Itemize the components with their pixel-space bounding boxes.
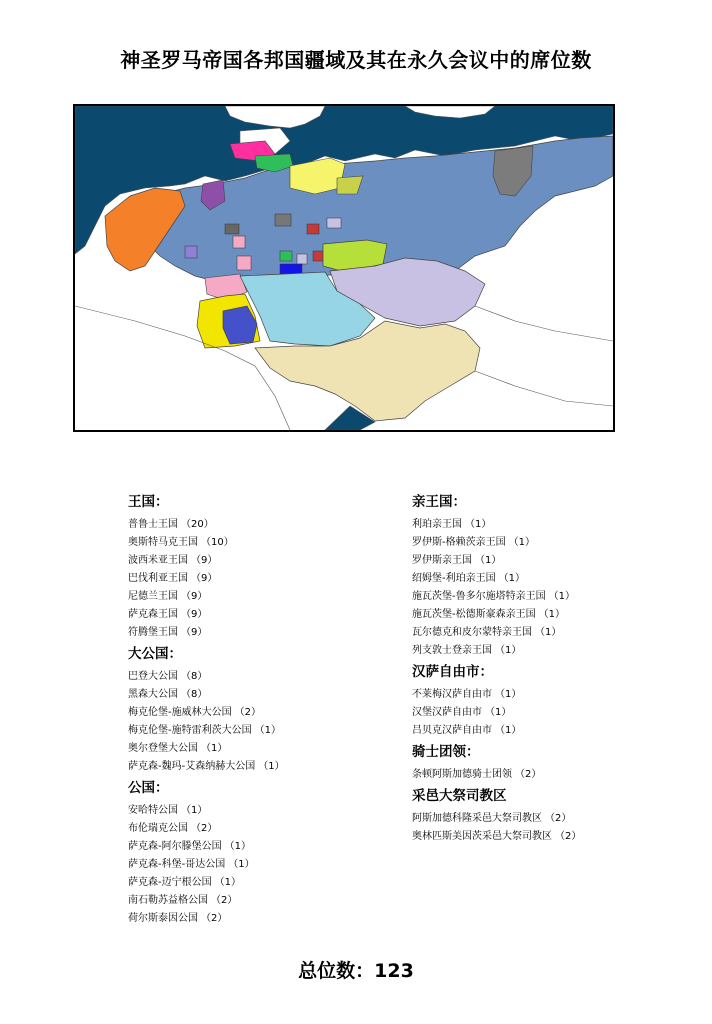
legend-entry bbox=[412, 516, 712, 534]
state-name: 萨克森王国 bbox=[128, 609, 178, 620]
legend-group bbox=[128, 644, 428, 776]
seat-count: （9） bbox=[181, 609, 208, 620]
legend-entry bbox=[412, 570, 712, 588]
legend-entry bbox=[128, 910, 428, 928]
legend-group bbox=[128, 778, 428, 928]
state-name: 尼德兰王国 bbox=[128, 591, 178, 602]
seat-count: （1） bbox=[538, 609, 565, 620]
state-name: 施瓦茨堡-松德斯豪森亲王国 bbox=[412, 609, 536, 620]
state-name: 罗伊斯-格赖茨亲王国 bbox=[412, 537, 506, 548]
state-name: 奥尔登堡大公国 bbox=[128, 743, 198, 754]
seat-count: （9） bbox=[181, 591, 208, 602]
state-name: 绍姆堡-利珀亲王国 bbox=[412, 573, 496, 584]
legend-group bbox=[412, 662, 712, 740]
seat-count: （1） bbox=[495, 645, 522, 656]
seat-count: （9） bbox=[191, 555, 218, 566]
state-name: 巴登大公国 bbox=[128, 671, 178, 682]
seat-count: （1） bbox=[475, 555, 502, 566]
legend-entry bbox=[128, 722, 428, 740]
legend-group-heading: 大公国： bbox=[128, 646, 182, 662]
state-name: 奥林匹斯美因茨采邑大祭司教区 bbox=[412, 831, 552, 842]
seat-count: （1） bbox=[224, 841, 251, 852]
state-name: 罗伊斯亲王国 bbox=[412, 555, 472, 566]
state-name: 萨克森-阿尔滕堡公国 bbox=[128, 841, 222, 852]
state-name: 巴伐利亚王国 bbox=[128, 573, 188, 584]
legend-left-column bbox=[128, 492, 428, 930]
legend-entry bbox=[128, 740, 428, 758]
state-name: 安哈特公国 bbox=[128, 805, 178, 816]
state-name: 梅克伦堡-施威林大公国 bbox=[128, 707, 232, 718]
seat-count: （1） bbox=[495, 725, 522, 736]
legend-entry bbox=[128, 874, 428, 892]
legend-entry bbox=[412, 704, 712, 722]
state-name: 汉堡汉萨自由市 bbox=[412, 707, 482, 718]
legend-right-column bbox=[412, 492, 712, 848]
legend-group bbox=[412, 492, 712, 660]
legend-group bbox=[412, 742, 712, 784]
legend-entry bbox=[128, 820, 428, 838]
legend-entry bbox=[128, 570, 428, 588]
seat-count: （20） bbox=[181, 519, 214, 530]
seat-count: （1） bbox=[485, 707, 512, 718]
seat-count: （1） bbox=[495, 689, 522, 700]
legend-group-heading: 王国： bbox=[128, 494, 169, 510]
state-name: 施瓦茨堡-鲁多尔施塔特亲王国 bbox=[412, 591, 546, 602]
legend-entry bbox=[412, 534, 712, 552]
legend-entry bbox=[412, 686, 712, 704]
legend-group bbox=[412, 786, 712, 846]
state-name: 黑森大公国 bbox=[128, 689, 178, 700]
seat-count: （2） bbox=[545, 813, 572, 824]
seat-count: （1） bbox=[214, 877, 241, 888]
legend-entry bbox=[128, 534, 428, 552]
seat-count: （1） bbox=[508, 537, 535, 548]
legend-group-heading: 采邑大祭司教区 bbox=[412, 788, 507, 804]
seat-count: （1） bbox=[181, 805, 208, 816]
seat-count: （10） bbox=[201, 537, 234, 548]
legend-entry bbox=[128, 802, 428, 820]
seat-count: （1） bbox=[254, 725, 281, 736]
legend-entry bbox=[412, 624, 712, 642]
legend-group-heading: 骑士团领： bbox=[412, 744, 480, 760]
legend-group-heading: 亲王国： bbox=[412, 494, 466, 510]
state-name: 波西米亚王国 bbox=[128, 555, 188, 566]
state-name: 萨克森-迈宁根公国 bbox=[128, 877, 212, 888]
state-name: 瓦尔德克和皮尔蒙特亲王国 bbox=[412, 627, 532, 638]
legend-entry bbox=[128, 668, 428, 686]
legend-entry bbox=[412, 766, 712, 784]
legend-entry bbox=[128, 686, 428, 704]
state-name: 萨克森-魏玛-艾森纳赫大公国 bbox=[128, 761, 256, 772]
state-name: 梅克伦堡-施特雷利茨大公国 bbox=[128, 725, 252, 736]
seat-count: （2） bbox=[211, 895, 238, 906]
seat-count: （2） bbox=[555, 831, 582, 842]
legend-entry bbox=[412, 722, 712, 740]
legend-entry bbox=[412, 810, 712, 828]
legend-group-heading: 公国： bbox=[128, 780, 169, 796]
seat-count: （1） bbox=[535, 627, 562, 638]
legend-entry bbox=[128, 758, 428, 776]
seat-count: （1） bbox=[228, 859, 255, 870]
seat-count: （1） bbox=[465, 519, 492, 530]
legend-entry bbox=[128, 892, 428, 910]
state-name: 荷尔斯泰因公国 bbox=[128, 913, 198, 924]
legend-entry bbox=[412, 642, 712, 660]
state-name: 条顿阿斯加德骑士团领 bbox=[412, 769, 512, 780]
legend-entry bbox=[128, 588, 428, 606]
seat-count: （9） bbox=[181, 627, 208, 638]
seat-count: （2） bbox=[515, 769, 542, 780]
legend-entry bbox=[412, 606, 712, 624]
legend-entry bbox=[412, 588, 712, 606]
legend-entry bbox=[128, 606, 428, 624]
state-name: 利珀亲王国 bbox=[412, 519, 462, 530]
legend-entry bbox=[128, 838, 428, 856]
seat-count: （9） bbox=[191, 573, 218, 584]
state-name: 布伦瑞克公国 bbox=[128, 823, 188, 834]
state-name: 符腾堡王国 bbox=[128, 627, 178, 638]
seat-count: （2） bbox=[201, 913, 228, 924]
state-name: 列支敦士登亲王国 bbox=[412, 645, 492, 656]
seat-count: （2） bbox=[234, 707, 261, 718]
state-name: 阿斯加德科隆采邑大祭司教区 bbox=[412, 813, 542, 824]
total-seats: 总位数：123 bbox=[298, 960, 414, 982]
seat-count: （8） bbox=[181, 671, 208, 682]
state-name: 普鲁士王国 bbox=[128, 519, 178, 530]
seat-count: （1） bbox=[548, 591, 575, 602]
seat-count: （1） bbox=[201, 743, 228, 754]
legend-entry bbox=[128, 516, 428, 534]
seat-count: （2） bbox=[191, 823, 218, 834]
seat-count: （8） bbox=[181, 689, 208, 700]
state-name: 奥斯特马克王国 bbox=[128, 537, 198, 548]
state-name: 南石勒苏益格公国 bbox=[128, 895, 208, 906]
page-title: 神圣罗马帝国各邦国疆域及其在永久会议中的席位数 bbox=[120, 48, 592, 72]
legend-entry bbox=[128, 704, 428, 722]
state-name: 吕贝克汉萨自由市 bbox=[412, 725, 492, 736]
legend-entry bbox=[128, 856, 428, 874]
legend-entry bbox=[128, 624, 428, 642]
state-name: 萨克森-科堡-哥达公国 bbox=[128, 859, 226, 870]
legend-entry bbox=[412, 552, 712, 570]
legend-entry bbox=[128, 552, 428, 570]
seat-count: （1） bbox=[498, 573, 525, 584]
legend-group-heading: 汉萨自由市： bbox=[412, 664, 493, 680]
state-name: 不莱梅汉萨自由市 bbox=[412, 689, 492, 700]
legend-entry bbox=[412, 828, 712, 846]
seat-count: （1） bbox=[258, 761, 285, 772]
legend-group bbox=[128, 492, 428, 642]
territory-map bbox=[73, 104, 615, 432]
